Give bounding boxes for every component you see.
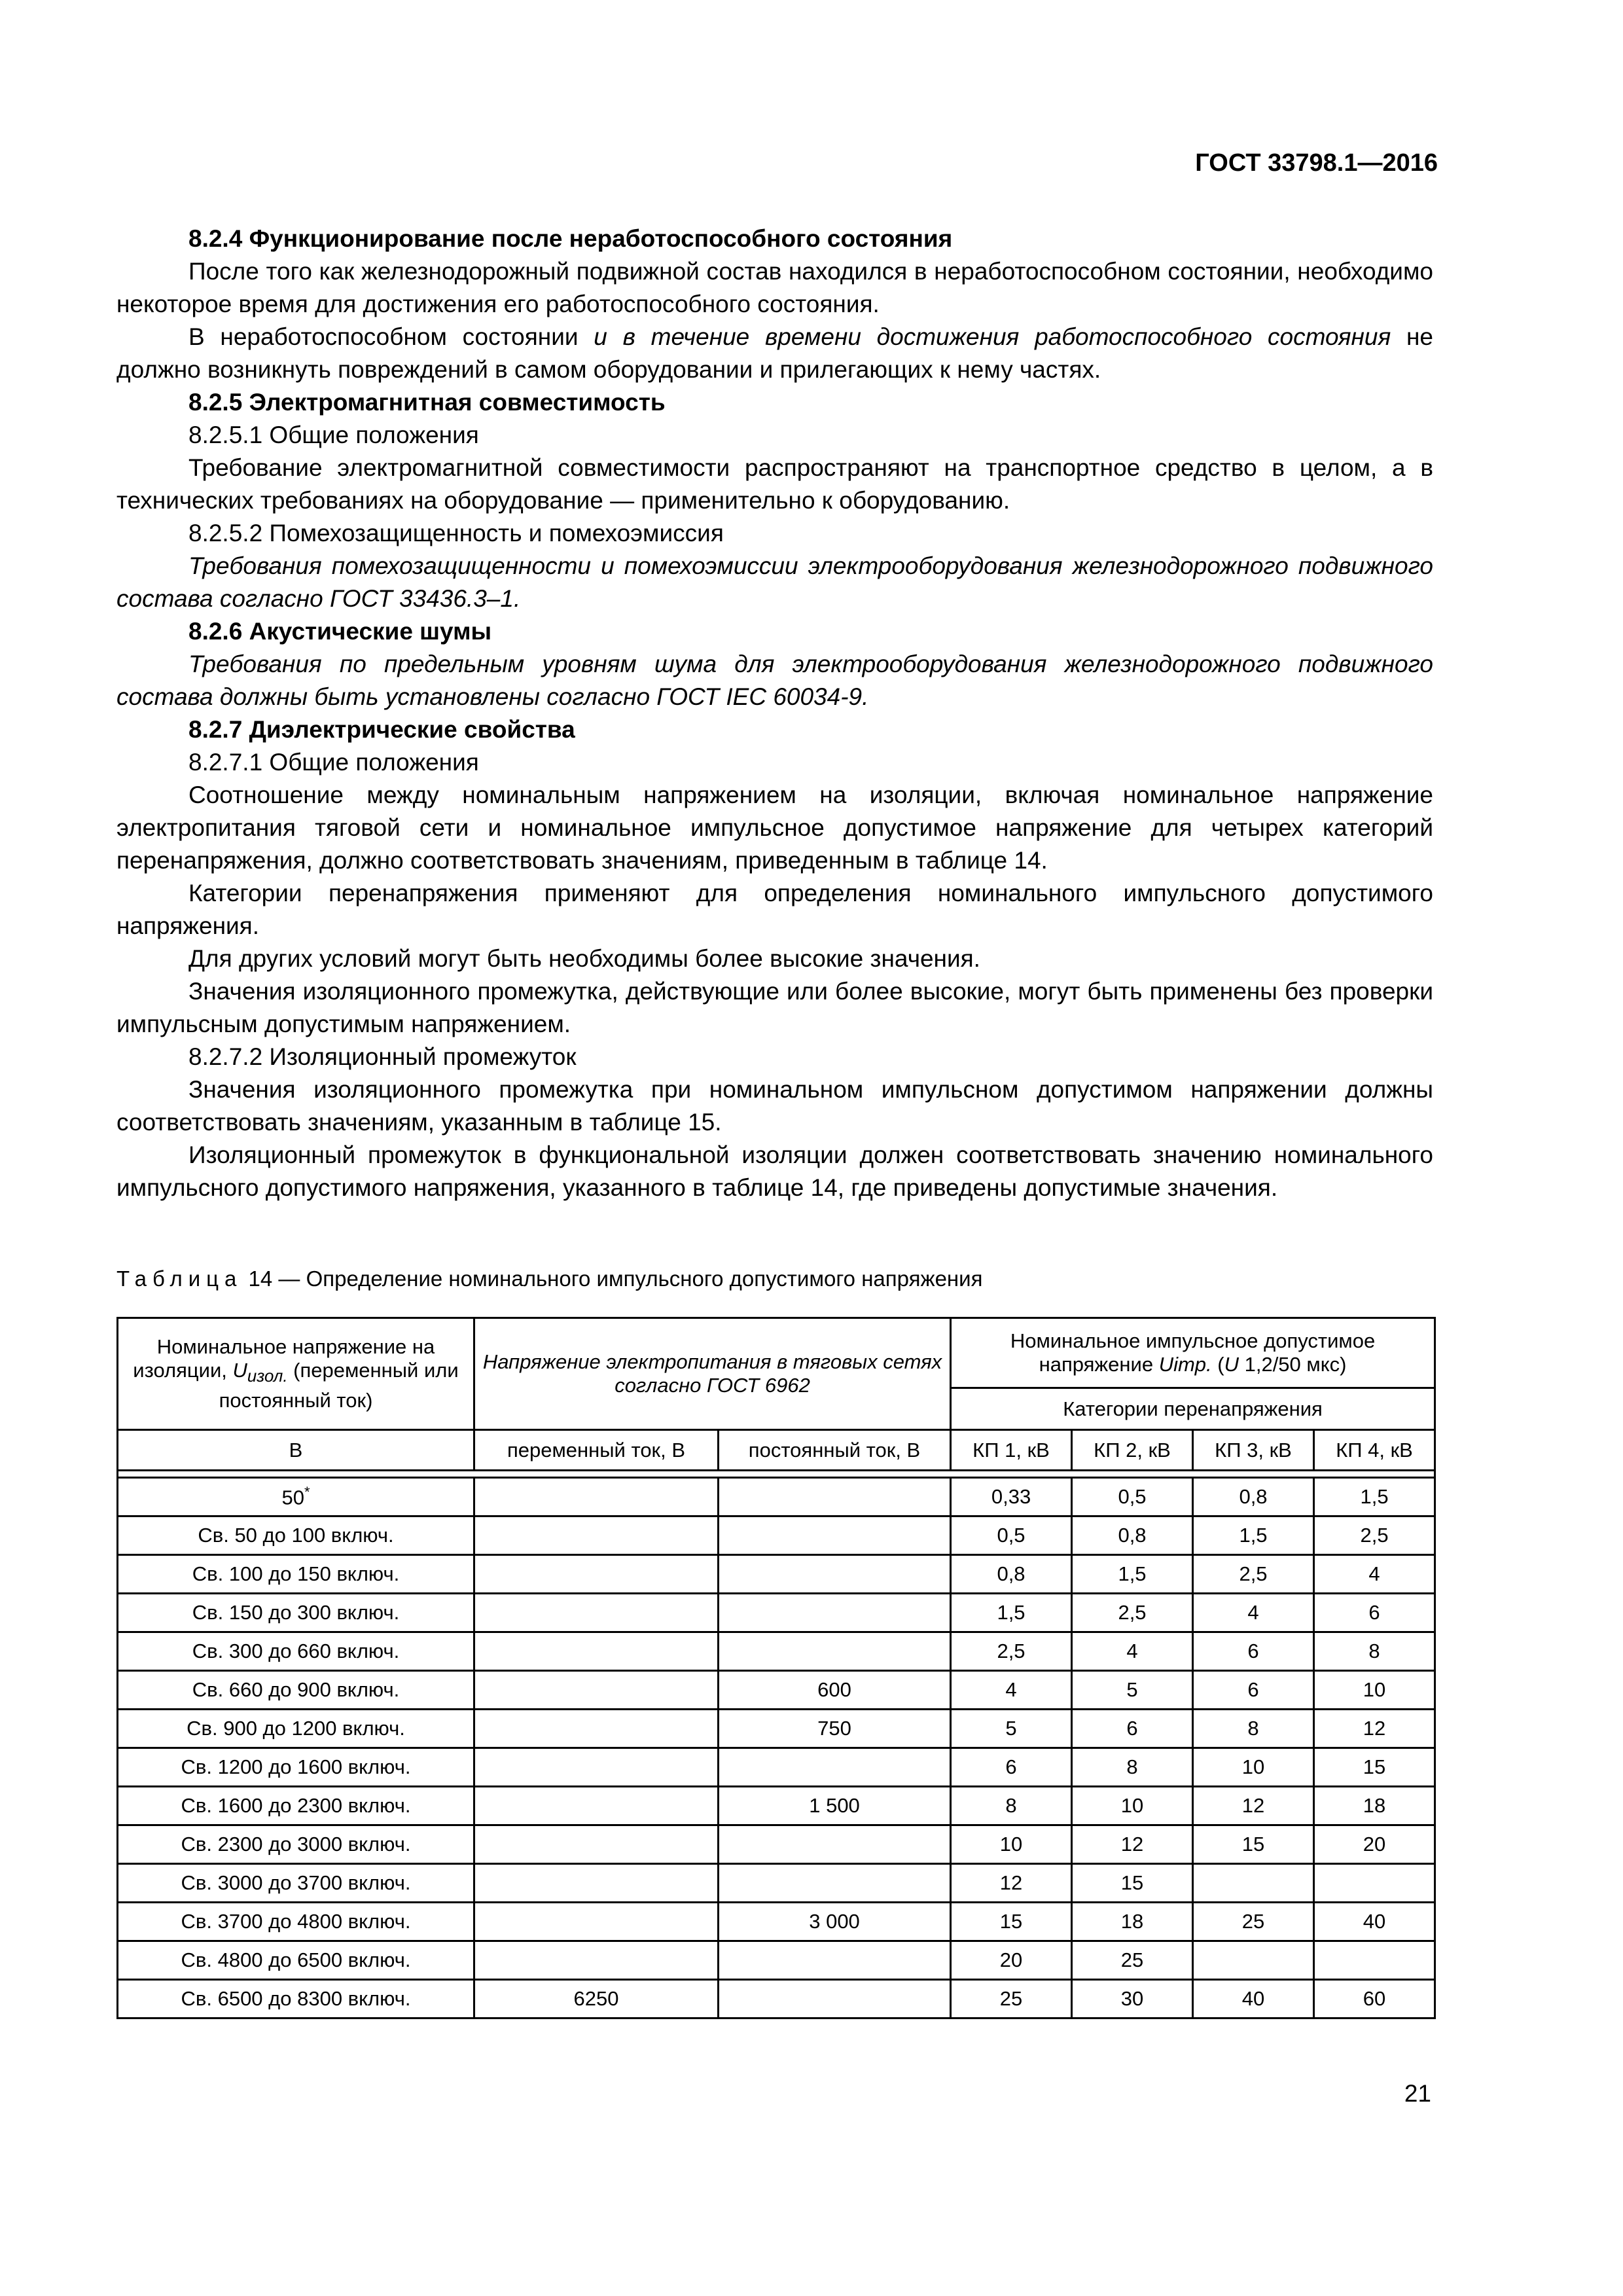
cell-kp3: 1,5	[1193, 1516, 1314, 1555]
table-header-separator	[118, 1471, 1435, 1478]
cell-range: Св. 100 до 150 включ.	[118, 1555, 474, 1594]
cell-range: Св. 2300 до 3000 включ.	[118, 1825, 474, 1864]
cell-kp2: 25	[1072, 1941, 1193, 1980]
cell-kp4: 60	[1314, 1980, 1435, 2018]
header-impulse-voltage	[951, 1318, 1435, 1388]
cell-kp4: 1,5	[1314, 1478, 1435, 1516]
paragraph: Значения изоляционного промежутка при номинальном импульсном допустимом напряжении должны соответствовать значениям, указанным в таблице 15.	[116, 1076, 1433, 1136]
body-text	[116, 223, 1433, 1204]
cell-dc	[719, 1864, 951, 1903]
subsection-heading: 8.2.7.2 Изоляционный промежуток	[188, 1043, 577, 1070]
cell-kp3: 8	[1193, 1710, 1314, 1748]
symbol: U	[1224, 1353, 1239, 1376]
symbol: Uimp.	[1158, 1353, 1212, 1376]
table-row	[118, 1903, 1435, 1941]
cell-range: Св. 6500 до 8300 включ.	[118, 1980, 474, 2018]
cell-kp3: 40	[1193, 1980, 1314, 2018]
document-code: ГОСТ 33798.1—2016	[1195, 149, 1438, 177]
cell-range: Св. 3700 до 4800 включ.	[118, 1903, 474, 1941]
paragraph: Требование электромагнитной совместимости распространяют на транспортное средство в целом, а в технических требованиях на оборудование — применительно к оборудованию.	[116, 454, 1433, 514]
unit-cell: КП 2, кВ	[1072, 1430, 1193, 1471]
cell-ac	[474, 1941, 719, 1980]
paragraph: Требования помехозащищенности и помехоэмиссии электрооборудования железнодорожного подвижного состава согласно ГОСТ 33436.3–1.	[116, 552, 1433, 612]
cell-kp3: 6	[1193, 1671, 1314, 1710]
cell-range: Св. 50 до 100 включ.	[118, 1516, 474, 1555]
cell-kp3: 25	[1193, 1903, 1314, 1941]
table-row	[118, 1825, 1435, 1864]
text-run: (	[1211, 1353, 1224, 1376]
cell-kp3: 6	[1193, 1632, 1314, 1671]
table-14	[116, 1317, 1436, 2019]
page-number: 21	[1404, 2080, 1431, 2107]
subsection-heading: 8.2.5.2 Помехозащищенность и помехоэмиссия	[188, 520, 724, 547]
table-row	[118, 1516, 1435, 1555]
cell-dc	[719, 1748, 951, 1787]
cell-dc	[719, 1516, 951, 1555]
cell-range: Св. 300 до 660 включ.	[118, 1632, 474, 1671]
cell-kp1: 0,33	[951, 1478, 1072, 1516]
cell-range: Св. 1200 до 1600 включ.	[118, 1748, 474, 1787]
cell-kp3: 10	[1193, 1748, 1314, 1787]
cell-kp4: 20	[1314, 1825, 1435, 1864]
cell-range: Св. 660 до 900 включ.	[118, 1671, 474, 1710]
cell-kp3: 12	[1193, 1787, 1314, 1825]
header-overvoltage-categories: Категории перенапряжения	[951, 1388, 1435, 1430]
cell-ac	[474, 1787, 719, 1825]
table-row	[118, 1941, 1435, 1980]
cell-dc: 3 000	[719, 1903, 951, 1941]
paragraph: Соотношение между номинальным напряжением на изоляции, включая номинальное напряжение электропитания тяговой сети и номинальное импульсное допустимое напряжение для четырех категорий перенапряжения, должно соответствовать значениям, приведенным в таблице 14.	[116, 781, 1433, 874]
cell-kp3: 4	[1193, 1594, 1314, 1632]
subsection-heading: 8.2.5.1 Общие положения	[188, 422, 479, 448]
unit-cell: постоянный ток, В	[719, 1430, 951, 1471]
cell-kp1: 25	[951, 1980, 1072, 2018]
cell-ac	[474, 1671, 719, 1710]
cell-dc	[719, 1632, 951, 1671]
cell-kp4	[1314, 1941, 1435, 1980]
cell-kp2: 0,8	[1072, 1516, 1193, 1555]
cell-kp2: 6	[1072, 1710, 1193, 1748]
range-value: 50	[281, 1486, 304, 1509]
cell-kp2: 30	[1072, 1980, 1193, 2018]
table-row	[118, 1710, 1435, 1748]
cell-kp4	[1314, 1864, 1435, 1903]
unit-cell: переменный ток, В	[474, 1430, 719, 1471]
unit-cell: В	[118, 1430, 474, 1471]
unit-cell: КП 1, кВ	[951, 1430, 1072, 1471]
cell-kp3: 15	[1193, 1825, 1314, 1864]
cell-range: Св. 3000 до 3700 включ.	[118, 1864, 474, 1903]
table-caption-label: Таблица	[116, 1266, 243, 1291]
table-row	[118, 1671, 1435, 1710]
cell-ac	[474, 1555, 719, 1594]
cell-kp1: 2,5	[951, 1632, 1072, 1671]
table-row	[118, 1632, 1435, 1671]
cell-kp4: 6	[1314, 1594, 1435, 1632]
cell-kp4: 15	[1314, 1748, 1435, 1787]
table-header-row	[118, 1318, 1435, 1388]
table-units-row	[118, 1430, 1435, 1471]
header-traction-supply-voltage: Напряжение электропитания в тяговых сетях согласно ГОСТ 6962	[474, 1318, 951, 1430]
paragraph: Значения изоляционного промежутка, действующие или более высокие, могут быть применены без проверки импульсным допустимым напряжением.	[116, 978, 1433, 1037]
cell-kp4: 18	[1314, 1787, 1435, 1825]
symbol-subscript: изол.	[247, 1367, 288, 1386]
cell-range: Св. 4800 до 6500 включ.	[118, 1941, 474, 1980]
cell-ac	[474, 1632, 719, 1671]
cell-kp4: 12	[1314, 1710, 1435, 1748]
paragraph: После того как железнодорожный подвижной состав находился в неработоспособном состоянии, необходимо некоторое время для достижения его работоспособного состояния.	[116, 258, 1433, 317]
paragraph	[116, 321, 1433, 386]
cell-range	[118, 1478, 474, 1516]
cell-kp1: 20	[951, 1941, 1072, 1980]
paragraph: Требования по предельным уровням шума для электрооборудования железнодорожного подвижного состава должны быть установлены согласно ГОСТ IEC 60034-9.	[116, 651, 1433, 710]
cell-dc: 600	[719, 1671, 951, 1710]
paragraph: Для других условий могут быть необходимы более высокие значения.	[188, 945, 980, 972]
text-run: Номинальное импульсное допустимое напряжение	[1010, 1329, 1376, 1376]
table-row	[118, 1478, 1435, 1516]
cell-range: Св. 900 до 1200 включ.	[118, 1710, 474, 1748]
cell-kp1: 6	[951, 1748, 1072, 1787]
cell-ac	[474, 1710, 719, 1748]
cell-kp2: 15	[1072, 1864, 1193, 1903]
cell-kp1: 15	[951, 1903, 1072, 1941]
cell-kp3	[1193, 1864, 1314, 1903]
italic-text-run: и в течение времени достижения работоспособного состояния	[594, 323, 1391, 350]
cell-kp3: 0,8	[1193, 1478, 1314, 1516]
unit-cell: КП 3, кВ	[1193, 1430, 1314, 1471]
cell-kp4: 4	[1314, 1555, 1435, 1594]
cell-kp1: 0,5	[951, 1516, 1072, 1555]
cell-kp1: 1,5	[951, 1594, 1072, 1632]
cell-dc: 750	[719, 1710, 951, 1748]
paragraph: Категории перенапряжения применяют для определения номинального импульсного допустимого напряжения.	[116, 880, 1433, 939]
cell-dc	[719, 1980, 951, 2018]
table-caption	[116, 1266, 982, 1291]
cell-kp1: 8	[951, 1787, 1072, 1825]
section-heading-8-2-7: 8.2.7 Диэлектрические свойства	[188, 716, 575, 743]
cell-ac	[474, 1594, 719, 1632]
text-run: Номинальное напряжение на изоляции,	[133, 1335, 435, 1382]
cell-kp2: 0,5	[1072, 1478, 1193, 1516]
cell-range: Св. 150 до 300 включ.	[118, 1594, 474, 1632]
cell-kp1: 0,8	[951, 1555, 1072, 1594]
cell-kp1: 5	[951, 1710, 1072, 1748]
separator-cell	[118, 1471, 1435, 1478]
section-heading-8-2-4: 8.2.4 Функционирование после неработоспособного состояния	[188, 225, 953, 252]
section-heading-8-2-5: 8.2.5 Электромагнитная совместимость	[188, 389, 666, 416]
cell-ac: 6250	[474, 1980, 719, 2018]
cell-range: Св. 1600 до 2300 включ.	[118, 1787, 474, 1825]
cell-dc: 1 500	[719, 1787, 951, 1825]
cell-ac	[474, 1903, 719, 1941]
cell-kp2: 10	[1072, 1787, 1193, 1825]
table-body	[118, 1478, 1435, 2018]
cell-kp1: 10	[951, 1825, 1072, 1864]
cell-ac	[474, 1825, 719, 1864]
cell-dc	[719, 1478, 951, 1516]
cell-kp4: 40	[1314, 1903, 1435, 1941]
cell-dc	[719, 1941, 951, 1980]
cell-kp3: 2,5	[1193, 1555, 1314, 1594]
subsection-heading: 8.2.7.1 Общие положения	[188, 749, 479, 776]
cell-kp1: 4	[951, 1671, 1072, 1710]
text-run: 1,2/50 мкс)	[1238, 1353, 1347, 1376]
table-row	[118, 1980, 1435, 2018]
cell-kp3	[1193, 1941, 1314, 1980]
header-insulation-voltage	[118, 1318, 474, 1430]
table-row	[118, 1787, 1435, 1825]
cell-kp2: 2,5	[1072, 1594, 1193, 1632]
cell-kp2: 1,5	[1072, 1555, 1193, 1594]
cell-ac	[474, 1516, 719, 1555]
cell-dc	[719, 1825, 951, 1864]
cell-kp4: 8	[1314, 1632, 1435, 1671]
cell-ac	[474, 1748, 719, 1787]
footnote-marker: *	[304, 1484, 310, 1501]
symbol: U	[232, 1359, 247, 1382]
section-heading-8-2-6: 8.2.6 Акустические шумы	[188, 618, 492, 645]
cell-kp2: 5	[1072, 1671, 1193, 1710]
cell-ac	[474, 1864, 719, 1903]
cell-kp2: 8	[1072, 1748, 1193, 1787]
cell-kp1: 12	[951, 1864, 1072, 1903]
table-caption-text: 14 — Определение номинального импульсного допустимого напряжения	[242, 1266, 983, 1291]
table-row	[118, 1594, 1435, 1632]
text-run: (переменный или постоянный ток)	[219, 1359, 459, 1412]
unit-cell: КП 4, кВ	[1314, 1430, 1435, 1471]
text-run: не должно возникнуть повреждений в самом оборудовании и прилегающих к нему частях.	[116, 323, 1434, 383]
cell-kp4: 10	[1314, 1671, 1435, 1710]
text-run: В неработоспособном состоянии	[188, 323, 594, 350]
table-row	[118, 1555, 1435, 1594]
table-row	[118, 1864, 1435, 1903]
table-row	[118, 1748, 1435, 1787]
cell-ac	[474, 1478, 719, 1516]
cell-kp2: 4	[1072, 1632, 1193, 1671]
cell-kp2: 12	[1072, 1825, 1193, 1864]
paragraph: Изоляционный промежуток в функциональной изоляции должен соответствовать значению номинального импульсного допустимого напряжения, указанного в таблице 14, где приведены допустимые значения.	[116, 1141, 1433, 1201]
cell-kp4: 2,5	[1314, 1516, 1435, 1555]
cell-kp2: 18	[1072, 1903, 1193, 1941]
cell-dc	[719, 1594, 951, 1632]
cell-dc	[719, 1555, 951, 1594]
